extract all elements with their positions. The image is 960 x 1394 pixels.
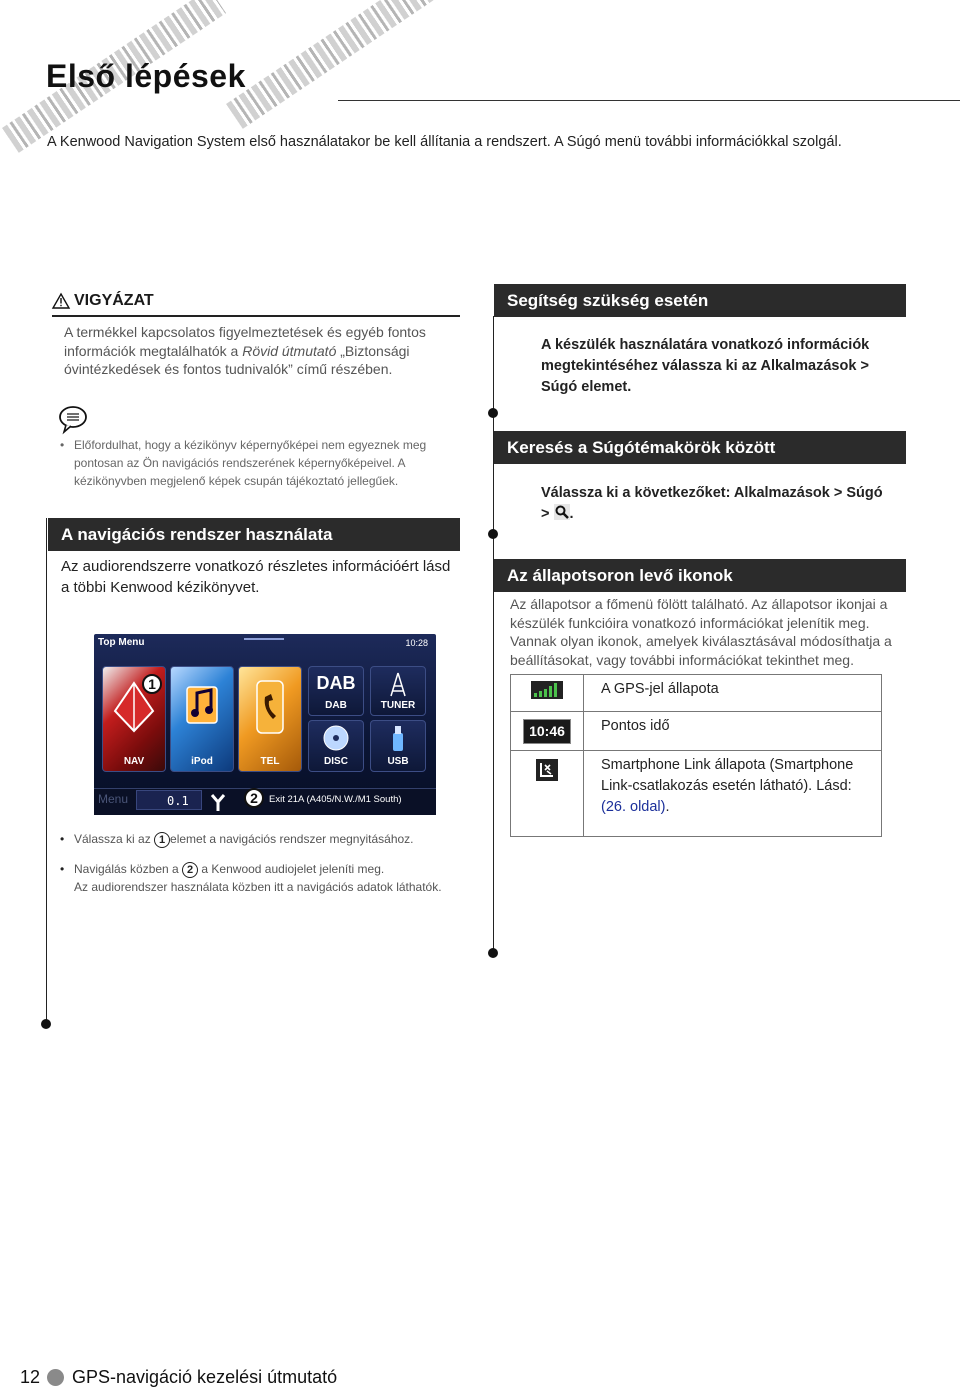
disc-tile[interactable]: [308, 720, 364, 772]
status-section-heading: Az állapotsoron levő ikonok: [494, 559, 906, 592]
distance-unit: mi: [167, 818, 177, 827]
status-icon-cell: [511, 712, 584, 751]
intro-text: A Kenwood Navigation System első használatakor be kell állítania a rendszert. A Súgó menü további információkkal szolgál.: [47, 134, 842, 150]
bullet-item: [60, 860, 480, 896]
help-section-heading: Segítség szükség esetén: [494, 284, 906, 317]
device-time: 10:28: [405, 638, 428, 648]
tel-tile[interactable]: [238, 666, 302, 772]
search-section-text: [541, 483, 891, 525]
music-note-icon: [185, 683, 219, 727]
help-section-text: A készülék használatára vonatkozó információk megtekintéséhez válassza ki az Alkalmazások > Súgó elemet.: [541, 337, 870, 395]
nav-section-heading: A navigációs rendszer használata: [48, 518, 460, 551]
nav-tile-label: NAV: [123, 756, 145, 767]
page-reference-link[interactable]: (26. oldal): [601, 799, 666, 815]
footer-title: GPS-navigáció kezelési útmutató: [72, 1367, 338, 1387]
fork-arrow-icon: [208, 792, 228, 812]
search-text-part: .: [569, 506, 574, 522]
device-screenshot: [94, 634, 436, 827]
caution-text-part: A termékkel kapcsolatos figyelmeztetések és egyéb fontos információk megtalálhatók a: [64, 324, 426, 359]
ipod-tile[interactable]: [170, 666, 234, 772]
caution-heading-text: VIGYÁZAT: [74, 292, 154, 309]
callout-2-ref: 2: [182, 862, 198, 878]
tuner-tile-label: TUNER: [380, 700, 416, 711]
table-row: [511, 751, 882, 837]
usb-tile[interactable]: [370, 720, 426, 772]
column-dot: [488, 408, 498, 418]
status-label: Pontos idő: [584, 712, 882, 751]
bullet-text: elemet a navigációs rendszer megnyitásához.: [170, 832, 414, 846]
distance-value: 0.1: [167, 794, 189, 808]
table-row: [511, 712, 882, 751]
table-row: [511, 675, 882, 712]
status-icons-table: [510, 674, 882, 837]
dab-tile-label: DAB: [325, 700, 347, 711]
device-page-indicator: [244, 638, 284, 640]
device-menu-button[interactable]: Menu: [98, 792, 129, 806]
antenna-icon: [389, 671, 407, 697]
gps-signal-icon: [531, 681, 563, 699]
page-title: Első lépések: [46, 58, 246, 94]
bullet-text: Az audiorendszer használata közben itt a navigációs adatok láthatók.: [74, 880, 442, 894]
nav-section-text: Az audiorendszerre vonatkozó részletes információért lásd a többi Kenwood kézikönyvet.: [61, 558, 451, 596]
disc-icon: [323, 725, 349, 751]
dab-tile[interactable]: [308, 666, 364, 716]
bullet-text: a Kenwood audiojelet jeleníti meg.: [201, 862, 385, 876]
search-section-heading: Keresés a Súgótémakörök között: [494, 431, 906, 464]
search-text-part: Válassza ki a következőket: Alkalmazások > Súgó >: [541, 485, 883, 522]
column-dot: [41, 1019, 51, 1029]
caution-text-part: „Biztonsági óvintézkedések és fontos tudnivalók” című részében.: [64, 342, 410, 377]
left-column-rule: [46, 518, 47, 1024]
status-label-part: .: [665, 799, 670, 815]
note-bullet: • Előfordulhat, hogy a kézikönyv képernyőképei nem egyeznek meg pontosan az Ön navigációs rendszerének képernyőképeivel. A kézikönyvben megjelenő képek csupán tájékoztató jellegűek.: [60, 436, 460, 490]
bullet-text: Navigálás közben a: [74, 862, 179, 876]
tel-tile-label: TEL: [260, 756, 280, 767]
note-text: [60, 436, 460, 490]
status-icon-cell: [511, 675, 584, 712]
usb-stick-icon: [391, 725, 405, 753]
device-distance: [136, 790, 202, 827]
caution-text-italic: Rövid útmutató: [242, 342, 337, 359]
callout-1: 1: [142, 674, 162, 694]
disc-tile-label: DISC: [324, 756, 348, 767]
status-label: [584, 751, 882, 837]
tyre-track-decoration: [226, 0, 433, 129]
status-label: A GPS-jel állapota: [584, 675, 882, 712]
search-icon: [554, 504, 570, 520]
status-label-part: Smartphone Link állapota (Smartphone Link-csatlakozás esetén látható). Lásd:: [601, 757, 854, 794]
caution-text: [64, 323, 454, 379]
caution-heading: [52, 292, 154, 310]
column-dot: [488, 529, 498, 539]
phone-icon: [255, 679, 285, 735]
device-exit-info: Exit 21A (A405/N.W./M1 South): [269, 794, 402, 805]
warning-icon: [52, 293, 70, 309]
ipod-tile-label: iPod: [191, 756, 213, 767]
column-dot: [488, 948, 498, 958]
caution-rule: [52, 315, 460, 317]
smartphone-link-icon: [536, 759, 558, 781]
callout-2: 2: [244, 788, 264, 808]
nav-bullets: [60, 830, 480, 896]
title-rule: [338, 100, 960, 101]
device-title: Top Menu: [98, 637, 145, 648]
usb-tile-label: USB: [387, 756, 409, 767]
status-section-text: Az állapotsor a főmenü fölött található. Az állapotsor ikonjai a készülék funkcióira vonatkozó információkat jelenítik meg. Vannak olyan ikonok, amelyek kiválasztásával módosíthatja a beállításokat, vagy további információkat tekinthet meg.: [510, 596, 892, 668]
note-icon: [58, 405, 88, 433]
status-icon-cell: [511, 751, 584, 837]
clock-badge: 10:46: [523, 719, 571, 744]
callout-1-ref: 1: [154, 832, 170, 848]
footer-dot: [47, 1369, 64, 1386]
tuner-tile[interactable]: [370, 666, 426, 716]
page-number: 12: [20, 1367, 41, 1387]
dab-logo-icon: DAB: [316, 673, 356, 693]
bullet-item: [60, 830, 480, 848]
bullet-text: Válassza ki az: [74, 832, 151, 846]
